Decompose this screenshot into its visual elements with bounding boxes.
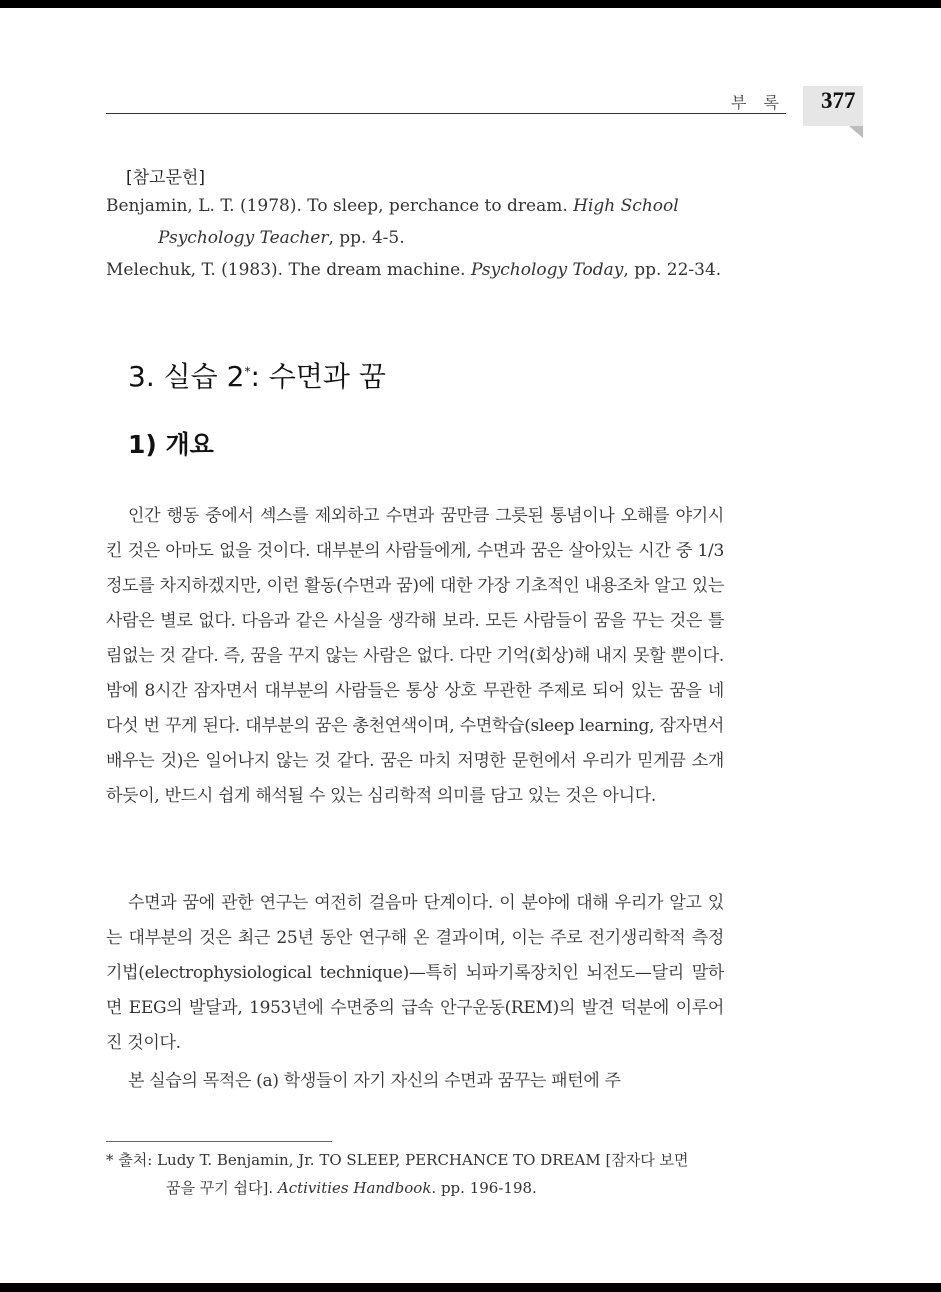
reference-journal: Psychology Today xyxy=(470,260,624,280)
references-heading: [참고문헌] xyxy=(126,168,205,188)
reference-pages: , pp. 4-5. xyxy=(328,228,405,248)
footnote-marker: * xyxy=(244,364,251,379)
footnote xyxy=(106,1146,724,1202)
header-rule xyxy=(106,113,786,114)
footnote-text: Ludy T. Benjamin, Jr. TO SLEEP, PERCHANCE TO DREAM [잠자다 보면 xyxy=(157,1151,689,1169)
bottom-border xyxy=(0,1283,941,1292)
footnote-pages: . pp. 196-198. xyxy=(431,1179,537,1197)
footnote-text: 꿈을 꾸기 쉽다]. xyxy=(166,1179,278,1197)
footnote-source-title: Activities Handbook xyxy=(277,1179,432,1197)
running-header: 부 록 xyxy=(731,93,785,112)
section-title xyxy=(128,355,386,395)
reference-pages: , pp. 22-34. xyxy=(623,260,722,280)
top-border xyxy=(0,0,941,8)
reference-item xyxy=(106,190,724,254)
section-title-text: 3. 실습 2 xyxy=(128,360,245,393)
section-title-rest: : 수면과 꿈 xyxy=(250,360,386,393)
reference-text: Benjamin, L. T. (1978). To sleep, perchance to dream. xyxy=(106,196,574,216)
reference-text: Melechuk, T. (1983). The dream machine. xyxy=(106,260,471,280)
body-paragraph: 수면과 꿈에 관한 연구는 여전히 걸음마 단계이다. 이 분야에 대해 우리가 알고 있는 대부분의 것은 최근 25년 동안 연구해 온 결과이며, 이는 주로 전기생리학적 측정기법(electrophysiological technique)—특히 뇌파기록장치인 뇌전도—달리 말하면 EEG의 발달과, 1953년에 수면중의 급속 안구운동(REM)의 발견 덕분에 이루어진 것이다. xyxy=(106,893,724,1053)
reference-item xyxy=(106,254,724,286)
reference-journal: High School xyxy=(573,196,679,216)
footnote-marker: * 출처: xyxy=(106,1151,158,1169)
body-paragraph: 본 실습의 목적은 (a) 학생들이 자기 자신의 수면과 꿈꾸는 패턴에 주 xyxy=(128,1071,621,1091)
page-number: 377 xyxy=(821,88,856,113)
footnote-rule xyxy=(106,1141,332,1142)
subsection-title: 1) 개요 xyxy=(128,430,214,459)
body-paragraph: 인간 행동 중에서 섹스를 제외하고 수면과 꿈만큼 그릇된 통념이나 오해를 야기시킨 것은 아마도 없을 것이다. 대부분의 사람들에게, 수면과 꿈은 살아있는 시간 중 1/3정도를 차지하겠지만, 이런 활동(수면과 꿈)에 대한 가장 기초적인 내용조차 알고 있는 사람은 별로 없다. 다음과 같은 사실을 생각해 보라. 모든 사람들이 꿈을 꾸는 것은 틀림없는 것 같다. 즉, 꿈을 꾸지 않는 사람은 없다. 다만 기억(회상)해 내지 못할 뿐이다. 밤에 8시간 잠자면서 대부분의 사람들은 통상 상호 무관한 주제로 되어 있는 꿈을 네다섯 번 꾸게 된다. 대부분의 꿈은 총천연색이며, 수면학습(sleep learning, 잠자면서 배우는 것)은 일어나지 않는 것 같다. 꿈은 마치 저명한 문헌에서 우리가 믿게끔 소개하듯이, 반드시 쉽게 해석될 수 있는 심리학적 의미를 담고 있는 것은 아니다. xyxy=(106,506,724,806)
reference-journal: Psychology Teacher xyxy=(158,228,329,248)
